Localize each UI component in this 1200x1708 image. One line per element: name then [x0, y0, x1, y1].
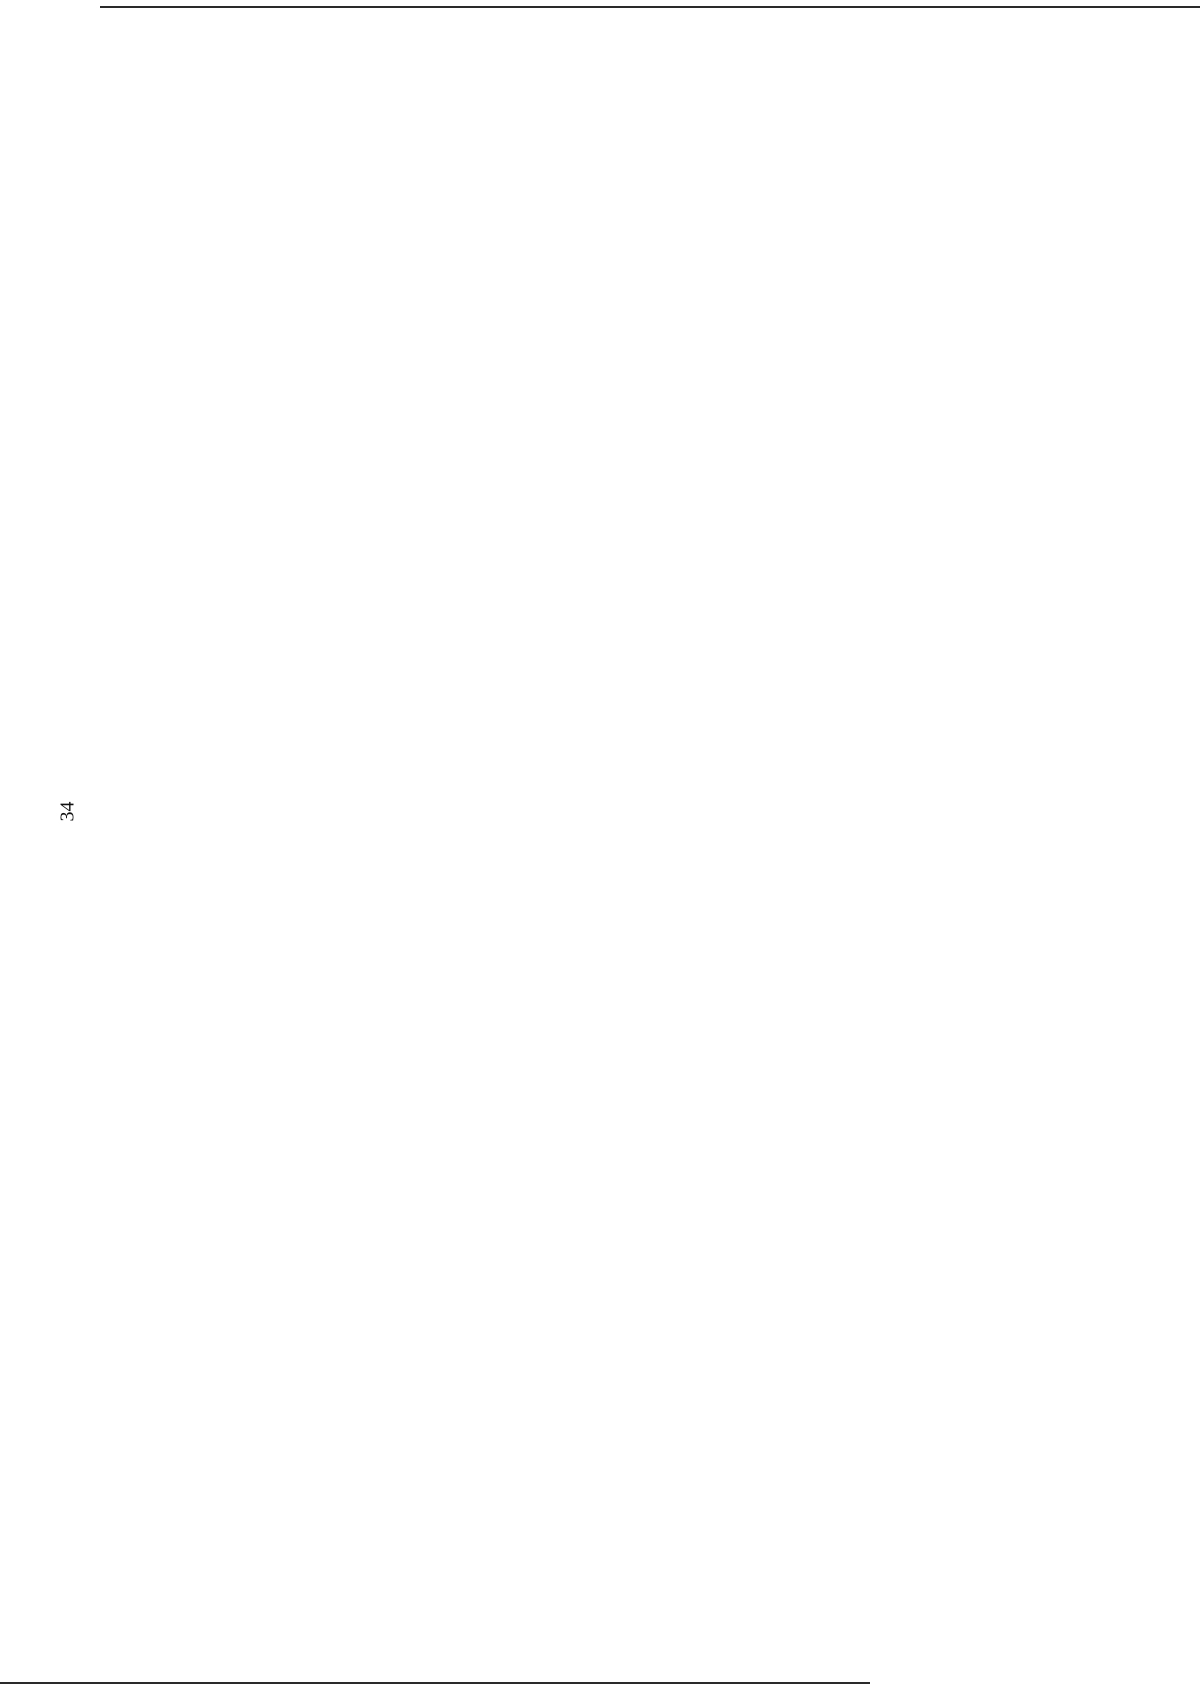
page-number: 34 — [56, 801, 79, 822]
scan-edge-top — [100, 6, 1200, 8]
scan-edge-bottom — [0, 1682, 870, 1684]
